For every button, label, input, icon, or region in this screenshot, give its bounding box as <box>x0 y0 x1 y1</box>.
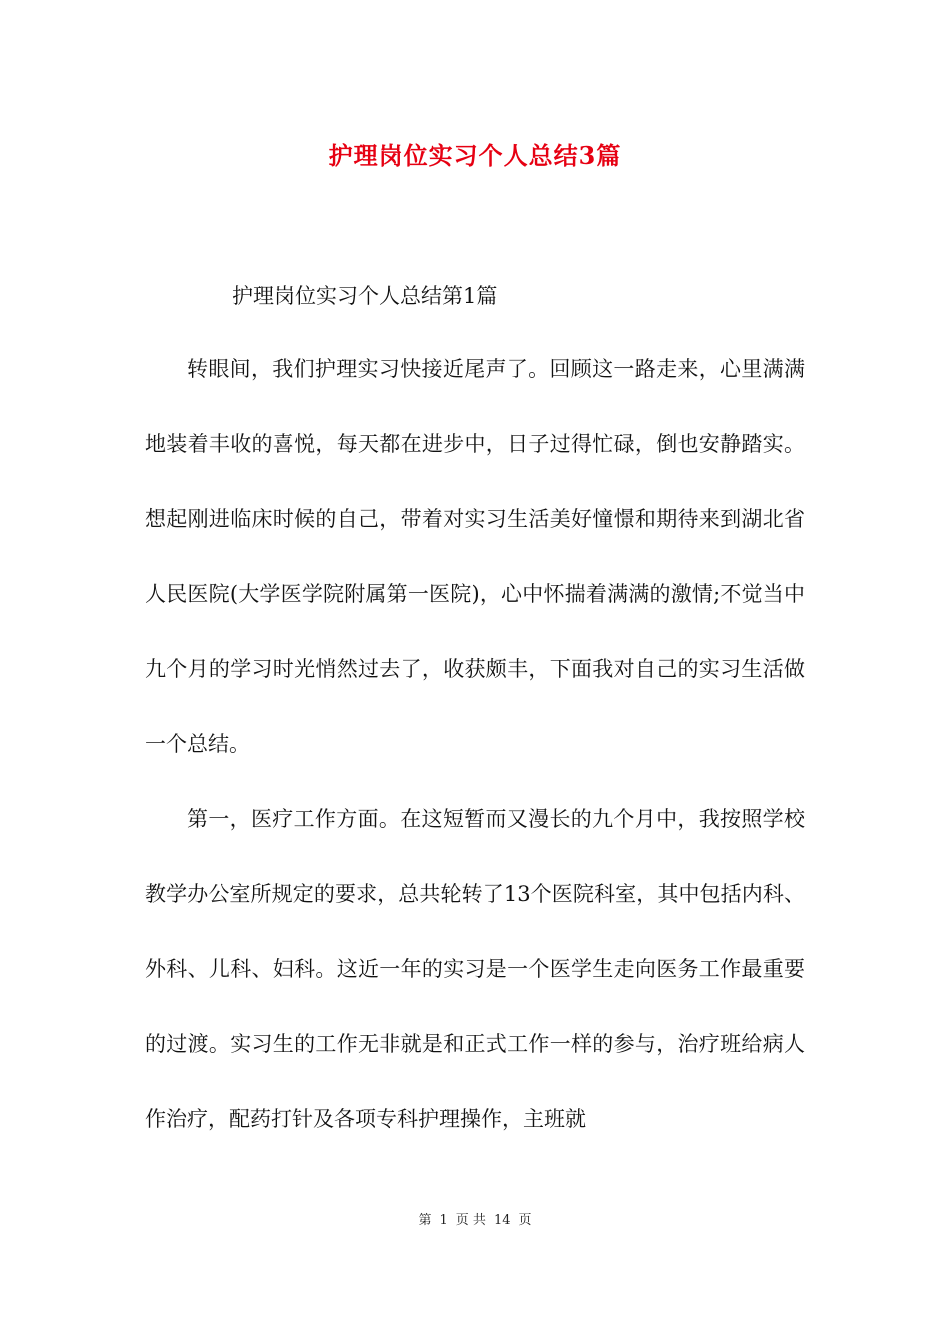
footer-middle: 页 共 <box>455 1213 486 1228</box>
page-footer <box>0 1209 950 1228</box>
footer-suffix: 页 <box>518 1213 532 1228</box>
footer-prefix: 第 <box>418 1213 432 1228</box>
paragraph-1: 转眼间，我们护理实习快接近尾声了。回顾这一路走来，心里满满地装着丰收的喜悦，每天都在进步中，日子过得忙碌，倒也安静踏实。想起刚进临床时候的自己，带着对实习生活美好憧憬和期待来到湖北省人民医院(大学医学院附属第一医院)，心中怀揣着满满的激情;不觉当中九个月的学习时光悄然过去了，收获颇丰，下面我对自己的实习生活做一个总结。 <box>145 357 805 756</box>
footer-current-page: 1 <box>439 1213 448 1228</box>
document-title: 护理岗位实习个人总结3篇 <box>328 141 622 170</box>
section-heading: 护理岗位实习个人总结第1篇 <box>232 284 498 308</box>
footer-total-pages: 14 <box>493 1213 511 1228</box>
paragraph-2: 第一，医疗工作方面。在这短暂而又漫长的九个月中，我按照学校教学办公室所规定的要求，总共轮转了13个医院科室，其中包括内科、外科、儿科、妇科。这近一年的实习是一个医学生走向医务工作最重要的过渡。实习生的工作无非就是和正式工作一样的参与，治疗班给病人作治疗，配药打针及各项专科护理操作，主班就 <box>145 807 805 1131</box>
